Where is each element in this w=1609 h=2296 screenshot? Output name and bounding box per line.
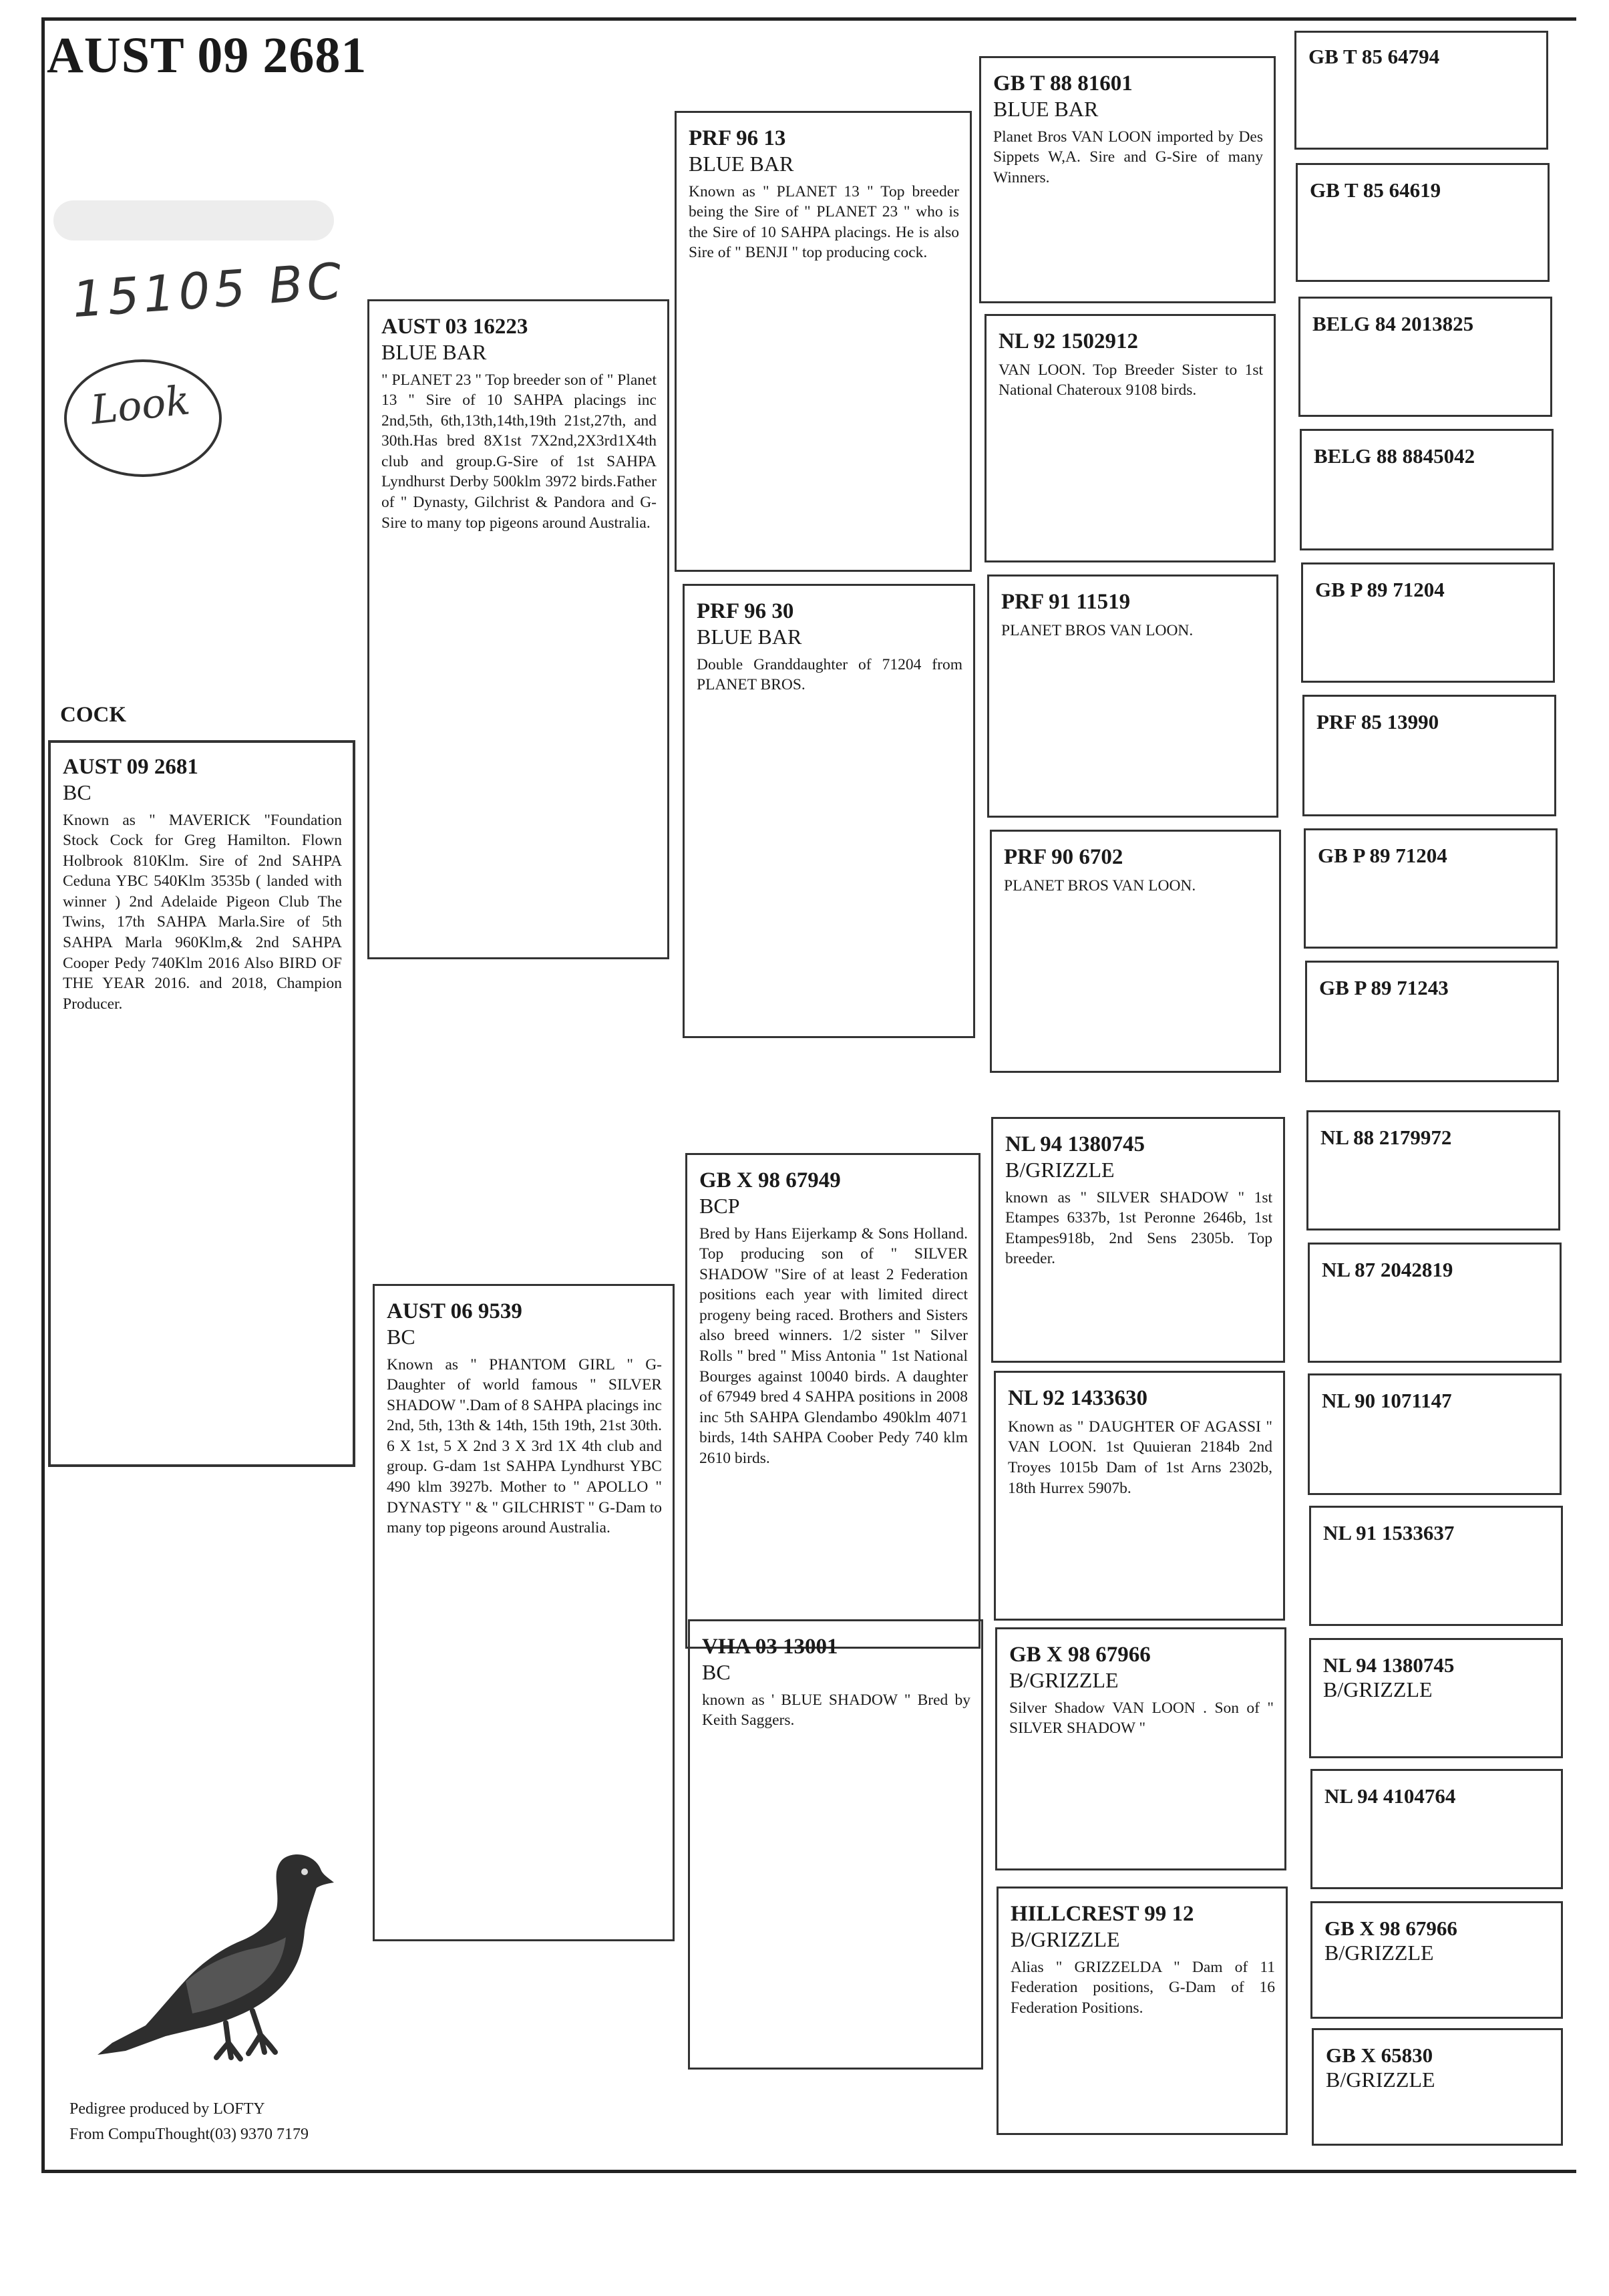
handwritten-number: 15105 BC — [70, 252, 347, 329]
gen4-ring: PRF 91 11519 — [1001, 590, 1131, 614]
gen4-box — [997, 1887, 1288, 2135]
gen5-colour: B/GRIZZLE — [1326, 2067, 1435, 2092]
gen5-box — [1309, 1638, 1563, 1758]
gen5-colour: B/GRIZZLE — [1324, 1940, 1434, 1965]
gen4-box — [990, 830, 1281, 1073]
dam-ring: AUST 06 9539 — [387, 1299, 522, 1323]
gen3-ring: GB X 98 67949 — [699, 1168, 841, 1192]
gen4-ring: NL 92 1433630 — [1008, 1386, 1148, 1410]
gen5-box — [1294, 31, 1548, 150]
gen5-ring: GB X 98 67966 — [1324, 1917, 1457, 1940]
gen5-box — [1298, 297, 1552, 417]
gen5-ring: GB P 89 71243 — [1319, 976, 1449, 999]
gen5-box — [1300, 429, 1554, 550]
gen5-ring: NL 91 1533637 — [1323, 1521, 1455, 1544]
gen3-ring: PRF 96 13 — [689, 126, 786, 150]
gen4-ring: NL 94 1380745 — [1005, 1132, 1145, 1156]
gen3-colour: BLUE BAR — [697, 624, 802, 649]
gen5-box — [1304, 828, 1558, 949]
gen5-ring: GB X 65830 — [1326, 2043, 1433, 2067]
footer-line-2: From CompuThought(03) 9370 7179 — [69, 2126, 309, 2143]
gen5-ring: BELG 84 2013825 — [1312, 312, 1474, 335]
gen4-ring: HILLCREST 99 12 — [1011, 1902, 1194, 1926]
gen4-colour: B/GRIZZLE — [1011, 1927, 1120, 1951]
gen4-colour: BLUE BAR — [993, 96, 1099, 121]
gen4-box — [995, 1627, 1286, 1870]
gen4-ring: GB T 88 81601 — [993, 71, 1133, 96]
page-frame-top — [41, 17, 1576, 21]
gen4-box — [994, 1371, 1285, 1621]
gen4-colour: B/GRIZZLE — [1009, 1667, 1119, 1692]
gen5-ring: GB T 85 64619 — [1310, 178, 1441, 202]
footer-line-1: Pedigree produced by LOFTY — [69, 2100, 265, 2118]
gen5-box — [1306, 1110, 1560, 1231]
gen3-box — [683, 584, 975, 1038]
gen5-colour: B/GRIZZLE — [1323, 1677, 1433, 1701]
gen4-description: Alias " GRIZZELDA " Dam of 11 Federation positions, G-Dam of 16 Federation Positions. — [1011, 1958, 1275, 2017]
gen5-box — [1310, 1769, 1563, 1889]
gen5-box — [1308, 1373, 1562, 1495]
gen5-ring: GB T 85 64794 — [1308, 45, 1440, 68]
gen3-colour: BCP — [699, 1193, 740, 1218]
gen3-box — [685, 1153, 980, 1649]
subject-box — [48, 740, 355, 1467]
gen3-ring: VHA 03 13001 — [702, 1635, 838, 1659]
gen3-colour: BLUE BAR — [689, 151, 794, 176]
page-title: AUST 09 2681 — [47, 27, 367, 84]
gen4-description: Planet Bros VAN LOON imported by Des Sippets W,A. Sire and G-Sire of many Winners. — [993, 128, 1263, 186]
gen4-description: Known as " DAUGHTER OF AGASSI " VAN LOON. 1st Quuieran 2184b 2nd Troyes 1015b Dam of 1st Arns 2302b, 18th Hurrex 5907b. — [1008, 1418, 1272, 1497]
gen3-description: Known as " PLANET 13 " Top breeder being the Sire of " PLANET 23 " who is the Sire of 10 SAHPA placings. He is also Sire of " BENJI " top producing cock. — [689, 182, 959, 262]
gen4-ring: PRF 90 6702 — [1004, 845, 1123, 869]
page-frame-bottom — [41, 2170, 1576, 2173]
gen5-ring: PRF 85 13990 — [1316, 710, 1439, 733]
handwritten-look: Look — [88, 377, 192, 434]
gen5-ring: GB P 89 71204 — [1315, 578, 1445, 601]
gen5-ring: NL 87 2042819 — [1322, 1258, 1453, 1281]
gen4-box — [985, 314, 1276, 562]
gen5-box — [1296, 163, 1550, 282]
sex-label: COCK — [60, 703, 126, 727]
gen5-ring: NL 88 2179972 — [1320, 1126, 1452, 1149]
gen5-ring: NL 94 1380745 — [1323, 1653, 1455, 1677]
gen4-description: PLANET BROS VAN LOON. — [1001, 621, 1194, 639]
gen4-colour: B/GRIZZLE — [1005, 1157, 1115, 1182]
gen5-ring: NL 90 1071147 — [1322, 1389, 1452, 1412]
dam-colour: BC — [387, 1324, 415, 1349]
sire-box — [367, 299, 669, 959]
gen4-ring: NL 92 1502912 — [999, 329, 1139, 353]
sire-colour: BLUE BAR — [381, 339, 487, 364]
gen5-box — [1308, 1243, 1562, 1363]
gen3-colour: BC — [702, 1659, 731, 1684]
sire-ring: AUST 03 16223 — [381, 315, 528, 339]
dam-description: Known as " PHANTOM GIRL " G-Daughter of world famous " SILVER SHADOW ".Dam of 8 SAHPA placings inc 2nd, 5th, 13th & 14th, 15th 19th, 21st 30th. 6 X 1st, 5 X 2nd 3 X 3rd 1X 4th club and group. G-dam 1st SAHPA Lyndhurst YBC 490 klm 3927b. Mother to " APOLLO " DYNASTY " & " GILCHRIST " G-Dam to many top pigeons around Australia. — [387, 1355, 662, 1537]
gen5-ring: NL 94 4104764 — [1324, 1784, 1456, 1808]
gen3-description: known as ' BLUE SHADOW " Bred by Keith Saggers. — [702, 1691, 970, 1730]
gen4-box — [979, 56, 1276, 303]
gen4-box — [987, 575, 1278, 818]
gen3-box — [688, 1619, 983, 2070]
gen5-box — [1309, 1506, 1563, 1626]
subject-description: Known as " MAVERICK "Foundation Stock Cock for Greg Hamilton. Flown Holbrook 810Klm. Sire of 2nd SAHPA Ceduna YBC 540Klm 3535b ( landed with winner ) 2nd Adelaide Pigeon Club The Twins, 17th SAHPA Marla.Sire of 5th SAHPA Marla 960Klm,& 2nd SAHPA Cooper Pedy 740Klm 2016 Also BIRD OF THE YEAR 2016. and 2018, Champion Producer. — [63, 811, 342, 1013]
page-frame-left — [41, 17, 45, 2172]
gen5-box — [1302, 695, 1556, 816]
sire-description: " PLANET 23 " Top breeder son of " Planet 13 " Sire of 10 SAHPA placings inc 2nd,5th, 6th,13th,14th,19th 21st,27th, and 30th.Has bred 8X1st 7X2nd,2X3rd1X4th club and group.G-Sire of 1st SAHPA Lyndhurst Derby 500klm 3972 birds.Father of " Dynasty, Gilchrist & Pandora and G-Sire to many top pigeons around Australia. — [381, 371, 657, 532]
gen5-box — [1305, 961, 1559, 1082]
gen4-description: Silver Shadow VAN LOON . Son of " SILVER SHADOW " — [1009, 1699, 1274, 1738]
gen5-box — [1310, 1901, 1563, 2019]
gen5-ring: GB P 89 71204 — [1318, 844, 1447, 867]
gen3-description: Double Granddaughter of 71204 from PLANET BROS. — [697, 655, 962, 694]
gen4-description: VAN LOON. Top Breeder Sister to 1st National Chateroux 9108 birds. — [999, 361, 1263, 399]
gen4-description: PLANET BROS VAN LOON. — [1004, 876, 1196, 894]
gen4-description: known as " SILVER SHADOW " 1st Etampes 6337b, 1st Peronne 2646b, 1st Etampes918b, 2nd Sens 2305b. Top breeder. — [1005, 1188, 1272, 1268]
gen3-description: Bred by Hans Eijerkamp & Sons Holland. Top producing son of " SILVER SHADOW "Sire of at least 2 Federation positions each year with limited direct progeny being raced. Brothers and Sisters also breed winners. 1/2 sister " Silver Rolls " bred " Miss Antonia " 1st National Bourges against 10040 birds. A daughter of 67949 bred 4 SAHPA positions in 2008 inc 5th SAHPA Glendambo 490klm 4071 birds, 14th SAHPA Coober Pedy 740 klm 2610 birds. — [699, 1224, 968, 1467]
pigeon-illustration — [85, 1830, 353, 2071]
gen3-box — [675, 111, 972, 572]
subject-ring: AUST 09 2681 — [63, 755, 198, 779]
scan-smudge — [53, 200, 334, 240]
dam-box — [373, 1284, 675, 1941]
gen5-ring: BELG 88 8845042 — [1314, 444, 1475, 468]
gen4-box — [991, 1117, 1285, 1363]
gen5-box — [1312, 2028, 1563, 2146]
gen3-ring: PRF 96 30 — [697, 599, 794, 623]
gen5-box — [1301, 562, 1555, 683]
gen4-ring: GB X 98 67966 — [1009, 1643, 1151, 1667]
subject-colour: BC — [63, 780, 92, 804]
